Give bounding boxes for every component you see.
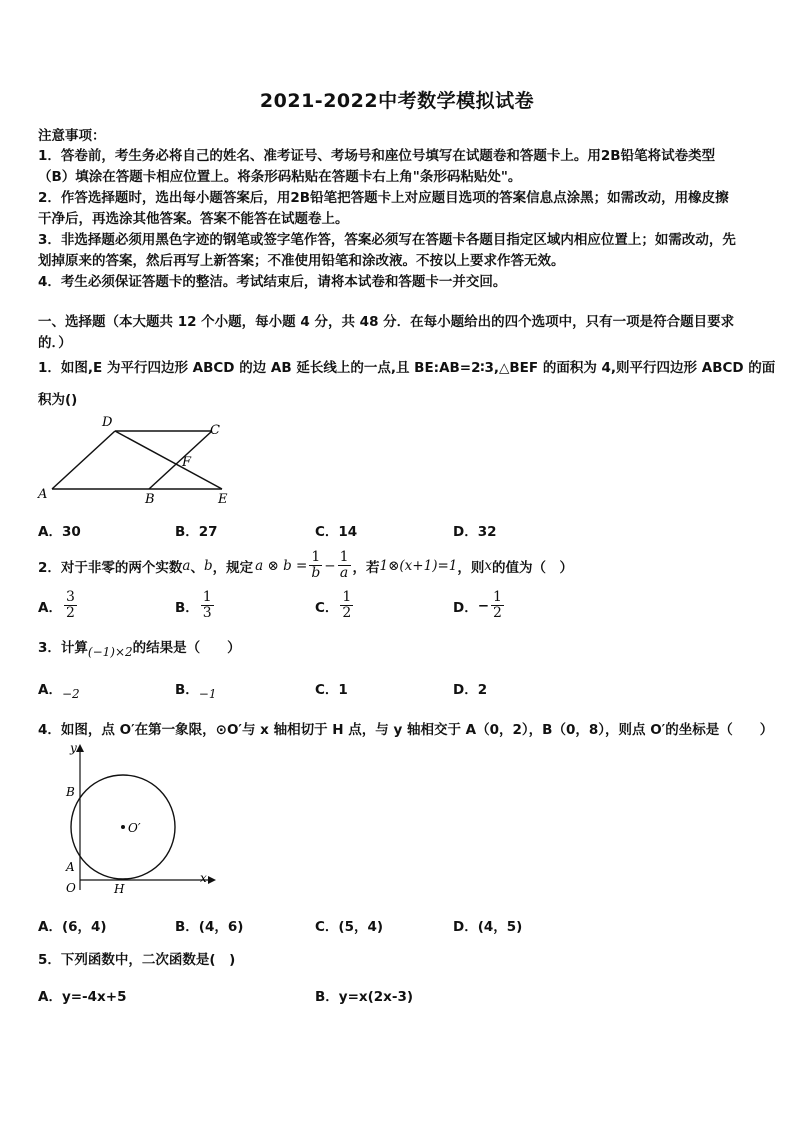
q4-option-d[interactable]: D．(4，5) <box>453 919 523 935</box>
q2-option-a[interactable]: A． $\frac{3}{2}$ <box>38 589 75 621</box>
label-x: x <box>200 871 207 885</box>
q2-option-d[interactable]: D． − $\frac{1}{2}$ <box>453 589 502 621</box>
question-1-text-cont: 积为() <box>38 392 78 408</box>
notice-line: 干净后，再选涂其他答案。答案不能答在试题卷上。 <box>38 211 349 227</box>
question-2-text: 2．对于非零的两个实数 a 、 b ，规定 a ⊗ b = $\frac{1}{b}$ − $\frac{1}{a}$ ，若 1⊗(x+1)=1 ，则 x 的值为（ ） <box>38 549 573 581</box>
q5-option-b[interactable]: B．y=x(2x-3) <box>315 989 414 1005</box>
q5-option-a[interactable]: A．y=-4x+5 <box>38 989 127 1005</box>
label-center: O′ <box>128 821 141 835</box>
q4-option-c[interactable]: C．(5，4) <box>315 919 384 935</box>
q3-option-d[interactable]: D．2 <box>453 682 488 698</box>
notice-line: 2．作答选择题时，选出每小题答案后，用2B铅笔把答题卡上对应题目选项的答案信息点涂黑；如需改动，用橡皮擦 <box>38 190 729 206</box>
q3-option-b[interactable]: B．−1 <box>175 682 217 701</box>
line-de <box>115 431 222 489</box>
label-d: D <box>102 415 113 430</box>
question-1-text: 1．如图,E 为平行四边形 ABCD 的边 AB 延长线上的一点,且 BE:AB=2∶3,△BEF 的面积为 4,则平行四边形 ABCD 的面 <box>38 360 776 376</box>
q1-option-d[interactable]: D．32 <box>453 524 497 540</box>
section-heading: 一、选择题（本大题共 12 个小题，每小题 4 分，共 48 分．在每小题给出的四个选项中，只有一项是符合题目要求 <box>38 314 735 330</box>
notice-line: 4．考生必须保证答题卡的整洁。考试结束后，请将本试卷和答题卡一并交回。 <box>38 274 507 290</box>
q4-option-a[interactable]: A．(6，4) <box>38 919 107 935</box>
center-point <box>121 825 125 829</box>
label-c: C <box>210 423 220 438</box>
q2-option-b[interactable]: B． $\frac{1}{3}$ <box>175 589 212 621</box>
label-e: E <box>218 492 228 507</box>
notice-line: 1．答卷前，考生务必将自己的姓名、准考证号、考场号和座位号填写在试题卷和答题卡上。用2B铅笔将试卷类型 <box>38 148 716 164</box>
question-4-text: 4．如图，点 O′在第一象限，⊙O′与 x 轴相切于 H 点，与 y 轴相交于 A（0，2），B（0，8），则点 O′的坐标是（ ） <box>38 722 774 738</box>
q1-option-c[interactable]: C．14 <box>315 524 358 540</box>
circle-axes-figure <box>58 740 218 900</box>
label-a: A <box>38 487 48 502</box>
section-heading-cont: 的．） <box>38 335 72 351</box>
side-bc <box>149 431 212 489</box>
label-f: F <box>182 455 192 470</box>
label-h: H <box>114 882 125 896</box>
label-o: O <box>66 881 76 895</box>
question-5-text: 5．下列函数中，二次函数是( ) <box>38 952 236 968</box>
notice-line: 划掉原来的答案，然后再写上新答案；不准使用铅笔和涂改液。不按以上要求作答无效。 <box>38 253 565 269</box>
q4-option-b[interactable]: B．(4，6) <box>175 919 244 935</box>
q2-option-c[interactable]: C． $\frac{1}{2}$ <box>315 589 352 621</box>
page-title: 2021-2022中考数学模拟试卷 <box>259 90 535 112</box>
q3-option-a[interactable]: A．−2 <box>38 682 80 701</box>
label-b: B <box>66 785 75 799</box>
notice-heading: 注意事项： <box>38 128 106 144</box>
q1-option-b[interactable]: B．27 <box>175 524 218 540</box>
question-3-text: 3．计算 (−1)×2 的结果是（ ） <box>38 640 241 659</box>
q1-option-a[interactable]: A．30 <box>38 524 81 540</box>
label-b: B <box>145 492 155 507</box>
label-y: y <box>70 741 77 755</box>
q3-option-c[interactable]: C．1 <box>315 682 348 698</box>
notice-line: 3．非选择题必须用黑色字迹的钢笔或签字笔作答，答案必须写在答题卡各题目指定区域内相应位置上；如需改动，先 <box>38 232 736 248</box>
parallelogram-figure <box>30 410 240 510</box>
notice-line: （B）填涂在答题卡相应位置上。将条形码粘贴在答题卡右上角"条形码粘贴处"。 <box>38 169 522 185</box>
side-ad <box>52 431 115 489</box>
label-a: A <box>66 860 75 874</box>
